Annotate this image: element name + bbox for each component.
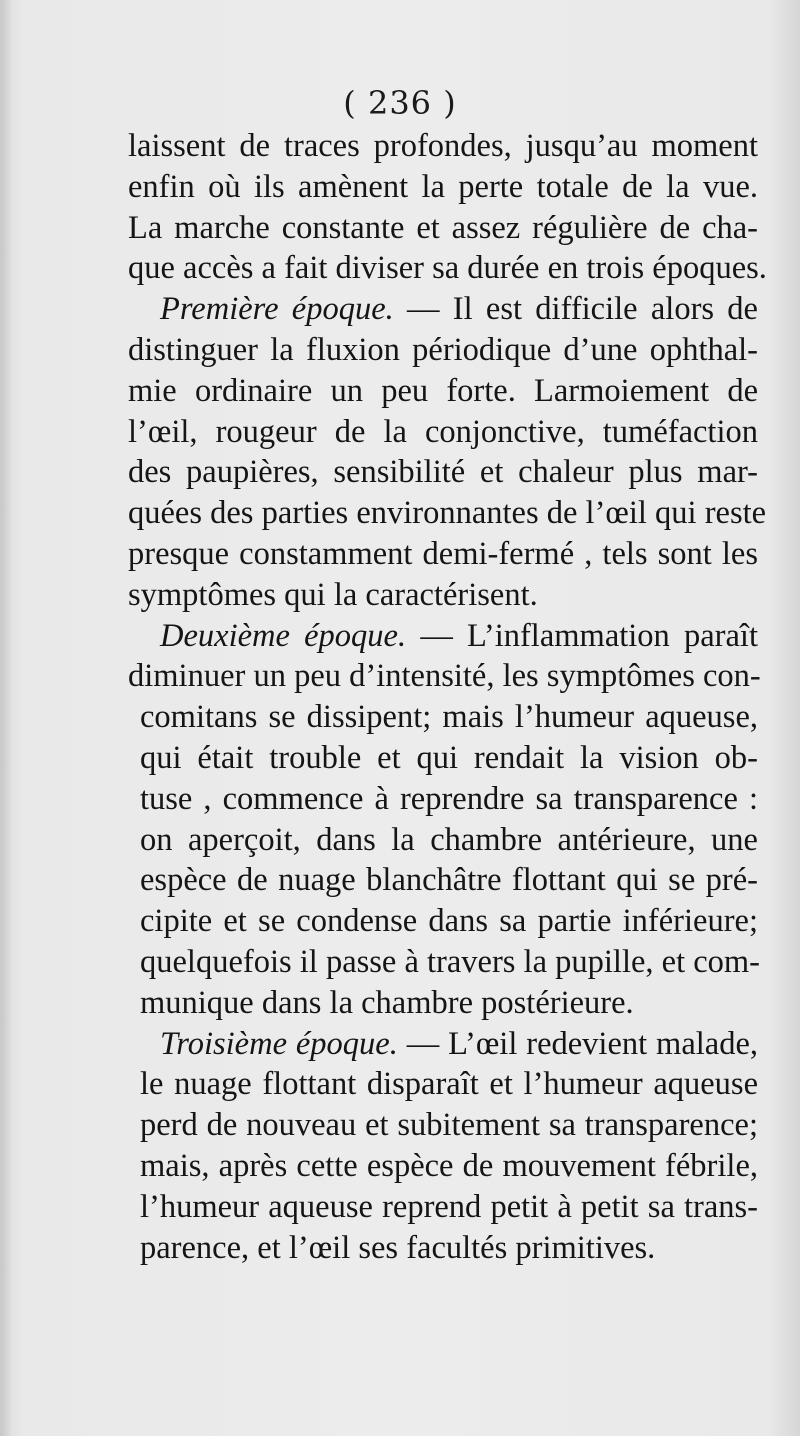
section-label-premiere: Première époque.: [160, 291, 394, 328]
text-line: des paupières, sensibilité et chaleur plus mar-: [128, 454, 758, 491]
text-line: mie ordinaire un peu forte. Larmoiement de: [128, 372, 758, 409]
text-line: tuse , commence à reprendre sa transparence :: [140, 780, 758, 817]
text-line: enfin où ils amènent la perte totale de la vue.: [128, 168, 758, 205]
page-edge-shadow: [0, 0, 12, 1436]
section-label-deuxieme: Deuxième époque.: [160, 617, 407, 654]
text-line: le nuage flottant disparaît et l’humeur aqueuse: [140, 1066, 758, 1103]
text-line: comitans se dissipent; mais l’humeur aqueuse,: [140, 699, 758, 736]
text-line: presque constamment demi-fermé , tels sont les: [128, 535, 758, 572]
text-line: quelquefois il passe à travers la pupille, et com-: [140, 943, 761, 980]
text-line: qui était trouble et qui rendait la vision ob-: [140, 739, 758, 776]
section-label-troisieme: Troisième époque.: [160, 1025, 398, 1062]
text-line: diminuer un peu d’intensité, les symptômes con-: [128, 658, 761, 695]
text-line: laissent de traces profondes, jusqu’au moment: [128, 128, 758, 164]
text-line: espèce de nuage blanchâtre flottant qui se pré-: [140, 862, 758, 899]
text-segment: — L’œil redevient malade,: [397, 1025, 758, 1062]
page-number: ( 236 ): [343, 84, 457, 122]
text-line: que accès a fait diviser sa durée en trois époques.: [128, 250, 767, 287]
text-line: l’œil, rougeur de la conjonctive, tuméfaction: [128, 413, 758, 450]
text-line: quées des parties environnantes de l’œil qui reste: [128, 495, 767, 532]
text-line: cipite et se condense dans sa partie inférieure;: [140, 903, 758, 940]
text-line: mais, après cette espèce de mouvement fébrile,: [140, 1147, 758, 1184]
paragraph-heading-line: [128, 1024, 758, 1065]
text-line: La marche constante et assez régulière de cha-: [128, 209, 758, 246]
paragraph-heading-line: [128, 616, 758, 657]
text-line: on aperçoit, dans la chambre antérieure, une: [140, 821, 758, 858]
text-line: parence, et l’œil ses facultés primitives.: [140, 1229, 656, 1266]
paragraph-heading-line: [128, 289, 758, 330]
text-line: munique dans la chambre postérieure.: [140, 984, 634, 1021]
text-line: distinguer la fluxion périodique d’une ophthal-: [128, 331, 758, 368]
text-segment: — Il est difficile alors de: [393, 291, 758, 328]
text-line: symptômes qui la caractérisent.: [128, 576, 538, 613]
text-line: l’humeur aqueuse reprend petit à petit sa trans-: [140, 1188, 758, 1225]
body-text: [128, 126, 767, 1268]
text-segment: — L’inflammation paraît: [406, 617, 758, 654]
text-line: perd de nouveau et subitement sa transparence;: [140, 1107, 758, 1144]
